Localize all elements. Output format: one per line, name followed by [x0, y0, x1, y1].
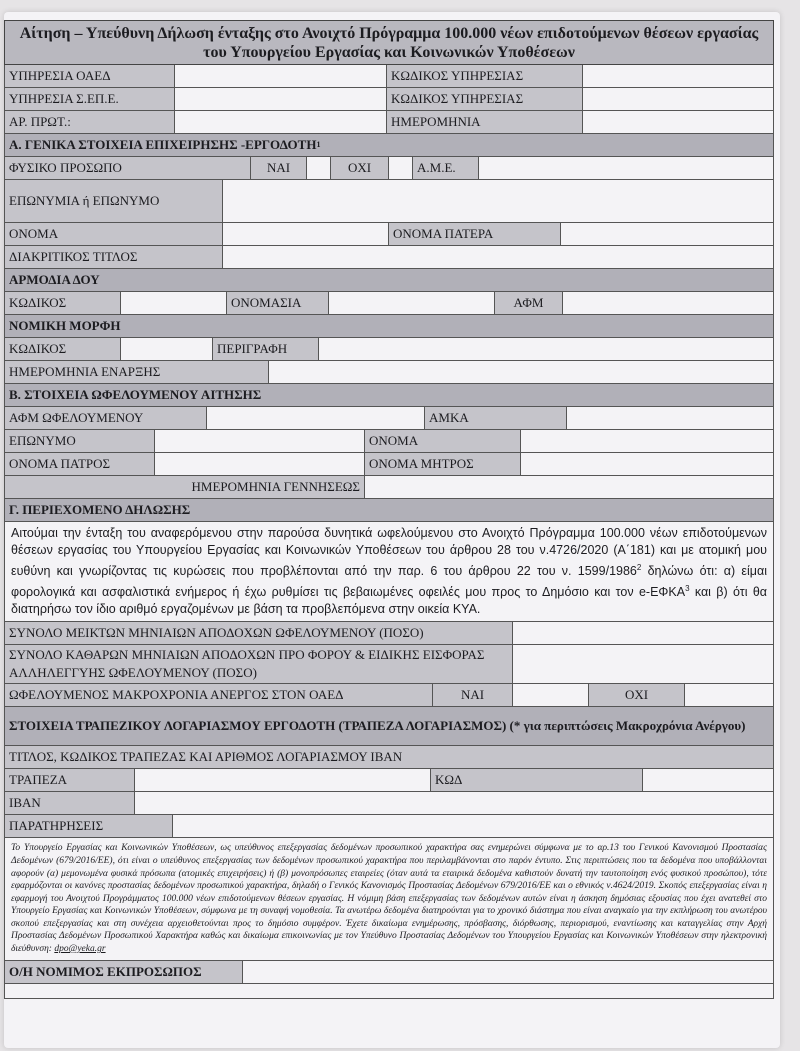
parents-row: [4, 453, 774, 476]
tax-office-title: ΑΡΜΟΔΙΑ ΔΟΥ: [9, 272, 100, 287]
beneficiary-afm-field[interactable]: [207, 407, 425, 429]
yes-label: ΝΑΙ: [251, 157, 307, 179]
date-field[interactable]: [583, 111, 773, 133]
gross-salary-field[interactable]: [513, 622, 773, 644]
legal-form-row: [4, 338, 774, 361]
no-checkbox[interactable]: [389, 157, 413, 179]
representative-row: [4, 961, 774, 984]
bank-header: [4, 707, 774, 746]
remarks-label: ΠΑΡΑΤΗΡΗΣΕΙΣ: [5, 815, 173, 837]
service-code-field-1[interactable]: [583, 65, 773, 87]
privacy-notice: [4, 838, 774, 960]
description-field[interactable]: [319, 338, 773, 360]
representative-label: Ο/Η ΝΟΜΙΜΟΣ ΕΚΠΡΟΣΩΠΟΣ: [5, 961, 243, 983]
service-code-field-2[interactable]: [583, 88, 773, 110]
amka-label: ΑΜΚΑ: [425, 407, 567, 429]
distinctive-title-label: ΔΙΑΚΡΙΤΙΚΟΣ ΤΙΤΛΟΣ: [5, 246, 223, 268]
bank-code-label: ΚΩΔ: [431, 769, 643, 791]
footnote-3: 3: [685, 584, 690, 594]
tax-code-label: ΚΩΔΙΚΟΣ: [5, 292, 121, 314]
tax-office-header: [4, 269, 774, 292]
sepe-field[interactable]: [175, 88, 387, 110]
footnote-1: 1: [316, 140, 321, 149]
section-a-header: [4, 134, 774, 157]
section-a-title: Α. ΓΕΝΙΚΑ ΣΤΟΙΧΕΙΑ ΕΠΙΧΕΙΡΗΣΗΣ -ΕΡΓΟΔΟΤΗ: [9, 137, 317, 152]
name-row: [4, 223, 774, 246]
service-code-label-1: ΚΩΔΙΚΟΣ ΥΠΗΡΕΣΙΑΣ: [387, 65, 583, 87]
surname-field[interactable]: [155, 430, 365, 452]
afm-field[interactable]: [563, 292, 773, 314]
unemployed-yes-box[interactable]: [513, 684, 589, 706]
section-c-header: [4, 499, 774, 522]
form-title: Αίτηση – Υπεύθυνη Δήλωση ένταξης στο Ανοιχτό Πρόγραμμα 100.000 νέων επιδοτούμενων θέσεων εργασίας του Υπουργείου Εργασίας και Κοινωνικών Υποθέσεων: [4, 20, 774, 65]
eponymia-row: [4, 180, 774, 223]
remarks-field[interactable]: [173, 815, 773, 837]
afm-label: ΑΦΜ: [495, 292, 563, 314]
iban-label: IBAN: [5, 792, 135, 814]
beneficiary-afm-label: ΑΦΜ ΩΦΕΛΟΥΜΕΝΟΥ: [5, 407, 207, 429]
bank-iban-title: ΤΙΤΛΟΣ, ΚΩΔΙΚΟΣ ΤΡΑΠΕΖΑΣ ΚΑΙ ΑΡΙΘΜΟΣ ΛΟΓΑΡΙΑΣΜΟΥ ΙΒΑΝ: [5, 746, 773, 768]
signature-area[interactable]: [5, 984, 773, 998]
amka-field[interactable]: [567, 407, 773, 429]
representative-space: [4, 984, 774, 999]
beneficiary-name-field[interactable]: [521, 430, 773, 452]
bank-iban-title-row: [4, 746, 774, 769]
gross-salary-row: [4, 622, 774, 645]
net-salary-row: [4, 645, 774, 684]
tax-name-field[interactable]: [329, 292, 495, 314]
application-form: [4, 20, 774, 999]
section-b-header: [4, 384, 774, 407]
unemployed-label: ΩΦΕΛΟΥΜΕΝΟΣ ΜΑΚΡΟΧΡΟΝΙΑ ΑΝΕΡΓΟΣ ΣΤΟΝ ΟΑΕΔ: [5, 684, 433, 706]
declaration-part-2: δηλώνω ότι: α) είμαι φορολογικά και ασφαλιστικά ενήμερος ή έχω ρυθμίσει τις βεβαιωμένες οφειλές μου προς το Δημόσιο και τον e-ΕΦΚΑ: [11, 564, 767, 600]
surname-label: ΕΠΩΝΥΜΟ: [5, 430, 155, 452]
legal-code-field[interactable]: [121, 338, 213, 360]
father-name-label: ΟΝΟΜΑ ΠΑΤΕΡΑ: [389, 223, 561, 245]
beneficiary-afm-row: [4, 407, 774, 430]
distinctive-title-row: [4, 246, 774, 269]
tax-name-label: ΟΝΟΜΑΣΙΑ: [227, 292, 329, 314]
birth-date-row: [4, 476, 774, 499]
section-b-title: Β. ΣΤΟΙΧΕΙΑ ΩΦΕΛΟΥΜΕΝΟΥ ΑΙΤΗΣΗΣ: [9, 387, 262, 402]
unemployed-no-label: ΟΧΙ: [589, 684, 685, 706]
birth-date-label: ΗΜΕΡΟΜΗΝΙΑ ΓΕΝΝΗΣΕΩΣ: [5, 476, 365, 498]
bank-row: [4, 769, 774, 792]
protocol-number-field[interactable]: [175, 111, 387, 133]
date-label: ΗΜΕΡΟΜΗΝΙΑ: [387, 111, 583, 133]
tax-office-row: [4, 292, 774, 315]
oaed-label: ΥΠΗΡΕΣΙΑ ΟΑΕΔ: [5, 65, 175, 87]
start-date-field[interactable]: [269, 361, 773, 383]
service-code-label-2: ΚΩΔΙΚΟΣ ΥΠΗΡΕΣΙΑΣ: [387, 88, 583, 110]
father-label: ΟΝΟΜΑ ΠΑΤΡΟΣ: [5, 453, 155, 475]
distinctive-title-field[interactable]: [223, 246, 773, 268]
remarks-row: [4, 815, 774, 838]
name-field[interactable]: [223, 223, 389, 245]
eponymia-label: ΕΠΩΝΥΜΙΑ ή ΕΠΩΝΥΜΟ: [5, 180, 223, 222]
father-field[interactable]: [155, 453, 365, 475]
declaration-part-3: και β) ότι θα διατηρήσω τον ίδιο αριθμό εργαζομένων με βάση τα προβλεπόμενα στην οικεία ΚΥΑ.: [11, 585, 768, 617]
bank-field[interactable]: [135, 769, 431, 791]
unemployed-yes-label: ΝΑΙ: [433, 684, 513, 706]
unemployed-row: [4, 684, 774, 707]
start-date-row: [4, 361, 774, 384]
bank-code-field[interactable]: [643, 769, 773, 791]
privacy-text: Το Υπουργείο Εργασίας και Κοινωνικών Υποθέσεων, ως υπεύθυνος επεξεργασίας δεδομένων προσωπικού χαρακτήρα σας ενημερώνει σύμφωνα με το αρ.13 του Γενικού Κανονισμού Προστασίας Δεδομένων (679/2016/ΕΕ), ότι είναι ο υπεύθυνος επεξεργασίας των δεδομένων προσωπικού χαρακτήρα που περιλαμβάνονται στο παρόν έντυπο. Στις περιπτώσεις που τα δεδομένα που υποβάλλονται αφορούν (α) μεμονωμένα φυσικά πρόσωπα (ατομικές επιχειρήσεις) ή (β) μονοπρόσωπες εταιρείες (όταν αυτά τα εταιρικά δεδομένα καθιστούν δυνατή την ταυτοποίηση ενός φυσικού προσώπου), τότε εφαρμόζονται οι κανόνες προστασίας δεδομένων προσωπικού χαρακτήρα, δηλαδή ο Γενικός Κανονισμός Προστασίας Δεδομένων 679/2016/ΕΕ και ο εθνικός ν.4624/2019. Σκοπός επεξεργασίας είναι η εφαρμογή του Ανοιχτού Προγράμματος 100.000 νέων επιδοτούμενων θέσεων εργασίας. Η νόμιμη βάση επεξεργασίας των δεδομένων αυτών είναι η άσκηση δημόσιας εξουσίας που έχει ανατεθεί στο Υπουργείο Εργασίας και Κοινωνικών Υποθέσεων, σύμφωνα με τη συναφή νομοθεσία. Τα ανωτέρω δεδομένα διατηρούνται για το χρονικό διάστημα που είναι αναγκαίο για την εκπλήρωση του ανωτέρου σκοπού επεξεργασίας και στη συνέχεια αρχειοθετούνται προς το δημόσιο συμφέρον. Έχετε δικαίωμα ενημέρωσης, πρόσβασης, διόρθωσης, περιορισμού, εναντίωσης και καταγγελίας στην Αρχή Προστασίας Δεδομένων Προσωπικού Χαρακτήρα καθώς και δικαίωμα επικοινωνίας με τον Υπεύθυνο Προστασίας Δεδομένων του Υπουργείου Εργασίας και Κοινωνικών Υποθέσεων στην ηλεκτρονική διεύθυνση:: [11, 843, 767, 955]
net-salary-field[interactable]: [513, 645, 773, 683]
bank-title: ΣΤΟΙΧΕΙΑ ΤΡΑΠΕΖΙΚΟΥ ΛΟΓΑΡΙΑΣΜΟΥ ΕΡΓΟΔΟΤΗ (ΤΡΑΠΕΖΑ ΛΟΓΑΡΙΑΣΜΟΣ) (* για περιπτώσεις Μακροχρόνια Ανέργου): [9, 718, 746, 734]
description-label: ΠΕΡΙΓΡΑΦΗ: [213, 338, 319, 360]
protocol-number-label: ΑΡ. ΠΡΩΤ.:: [5, 111, 175, 133]
surname-row: [4, 430, 774, 453]
tax-code-field[interactable]: [121, 292, 227, 314]
unemployed-no-box[interactable]: [685, 684, 773, 706]
start-date-label: ΗΜΕΡΟΜΗΝΙΑ ΕΝΑΡΞΗΣ: [5, 361, 269, 383]
declaration-part-1: Αιτούμαι την ένταξη του αναφερόμενου στην παρούσα δυνητικά ωφελούμενου στο Ανοιχτό Πρόγραμμα 100.000 νέων επιδοτούμενων θέσεων εργασίας του Υπουργείου Εργασίας και Κοινωνικών Υποθέσεων του άρθρου 28 του ν.4726/2020 (Α΄181) και με ατομική μου ευθύνη και γνωρίζοντας τις κυρώσεις που προβλέπονται από την παρ. 6 του άρθρου 22 του ν. 1599/1986: [11, 526, 767, 579]
header-row-3: [4, 111, 774, 134]
birth-date-field[interactable]: [365, 476, 773, 498]
net-salary-label: ΣΥΝΟΛΟ ΚΑΘΑΡΩΝ ΜΗΝΙΑΙΩΝ ΑΠΟΔΟΧΩΝ ΠΡΟ ΦΟΡΟΥ & ΕΙΔΙΚΗΣ ΕΙΣΦΟΡΑΣ ΑΛΛΗΛΕΓΓΥΗΣ ΩΦΕΛΟΥΜΕΝΟΥ (ΠΟΣΟ): [5, 645, 513, 683]
sepe-label: ΥΠΗΡΕΣΙΑ Σ.ΕΠ.Ε.: [5, 88, 175, 110]
beneficiary-name-label: ΟΝΟΜΑ: [365, 430, 521, 452]
footnote-2: 2: [636, 563, 642, 572]
header-row-1: [4, 65, 774, 88]
oaed-field[interactable]: [175, 65, 387, 87]
legal-code-label: ΚΩΔΙΚΟΣ: [5, 338, 121, 360]
iban-row: [4, 792, 774, 815]
natural-person-label: ΦΥΣΙΚΟ ΠΡΟΣΩΠΟ: [5, 157, 251, 179]
ame-label: Α.Μ.Ε.: [413, 157, 479, 179]
section-c-title: Γ. ΠΕΡΙΕΧΟΜΕΝΟ ΔΗΛΩΣΗΣ: [9, 502, 191, 517]
privacy-email[interactable]: dpo@yeka.gr: [54, 944, 106, 955]
no-label: ΟΧΙ: [331, 157, 389, 179]
natural-person-row: [4, 157, 774, 180]
legal-form-header: [4, 315, 774, 338]
mother-label: ΟΝΟΜΑ ΜΗΤΡΟΣ: [365, 453, 521, 475]
yes-checkbox[interactable]: [307, 157, 331, 179]
name-label: ΟΝΟΜΑ: [5, 223, 223, 245]
bank-label: ΤΡΑΠΕΖΑ: [5, 769, 135, 791]
header-row-2: [4, 88, 774, 111]
ame-field[interactable]: [479, 157, 773, 179]
mother-field[interactable]: [521, 453, 773, 475]
gross-salary-label: ΣΥΝΟΛΟ ΜΕΙΚΤΩΝ ΜΗΝΙΑΙΩΝ ΑΠΟΔΟΧΩΝ ΩΦΕΛΟΥΜΕΝΟΥ (ΠΟΣΟ): [5, 622, 513, 644]
representative-signature[interactable]: [243, 961, 773, 983]
father-name-field[interactable]: [561, 223, 773, 245]
iban-field[interactable]: [135, 792, 773, 814]
legal-form-title: ΝΟΜΙΚΗ ΜΟΡΦΗ: [9, 318, 121, 333]
declaration-text: [4, 522, 774, 622]
eponymia-field[interactable]: [223, 180, 773, 222]
